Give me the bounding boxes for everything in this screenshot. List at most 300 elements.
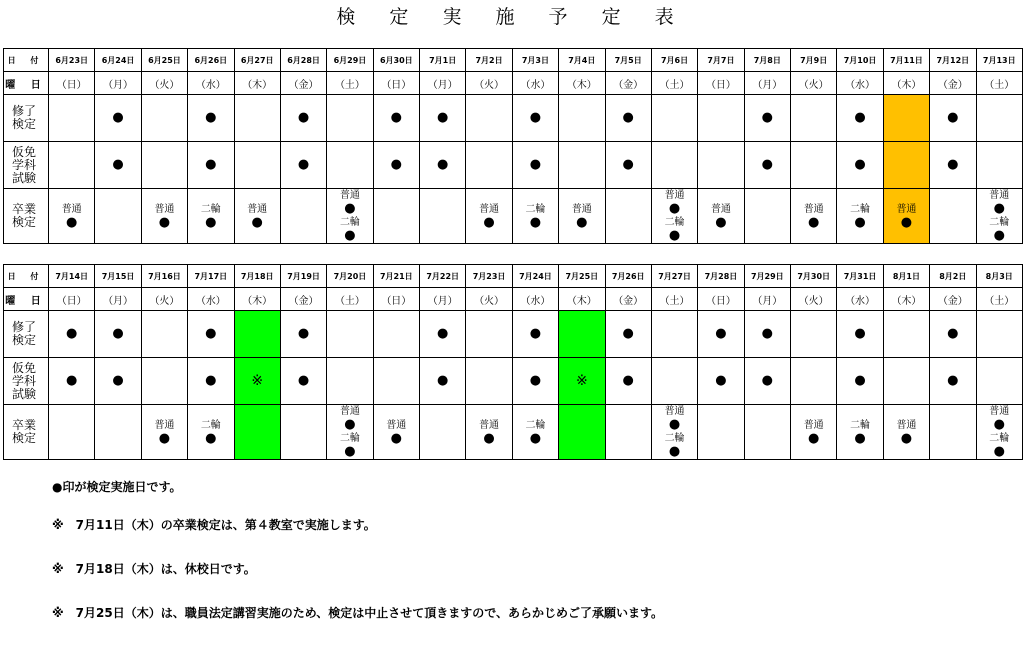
karimen-cell bbox=[976, 358, 1023, 405]
karimen-cell bbox=[744, 358, 790, 405]
day-cell: （火） bbox=[791, 72, 837, 95]
date-cell: 7月16日 bbox=[141, 265, 187, 288]
shuryo-cell bbox=[837, 95, 883, 142]
exam-dot: ● bbox=[947, 110, 959, 125]
day-cell: （水） bbox=[837, 288, 883, 311]
shuryo-cell bbox=[512, 311, 558, 358]
day-cell: （水） bbox=[512, 72, 558, 95]
shuryo-cell bbox=[373, 311, 419, 358]
shuryo-cell bbox=[976, 311, 1023, 358]
day-cell: （木） bbox=[883, 72, 929, 95]
shuryo-cell bbox=[327, 95, 373, 142]
date-cell: 8月3日 bbox=[976, 265, 1023, 288]
nirin-label: 二輪 bbox=[200, 419, 221, 431]
day-cell: （金） bbox=[605, 72, 651, 95]
shuryo-cell bbox=[466, 95, 512, 142]
day-cell: （火） bbox=[141, 288, 187, 311]
date-cell: 7月23日 bbox=[466, 265, 512, 288]
date-cell: 7月20日 bbox=[327, 265, 373, 288]
date-cell: 6月26日 bbox=[188, 49, 234, 72]
karimen-cell bbox=[559, 358, 605, 405]
shuryo-cell bbox=[698, 95, 744, 142]
exam-dot: ● bbox=[390, 430, 402, 446]
note-jul25: ※ 7月25日（木）は、職員法定講習実施のため、検定は中止させて頂きますので、あらかじめご了承願います。 bbox=[52, 606, 664, 620]
day-header-text: 曜 日 bbox=[5, 79, 47, 91]
exam-dot: ● bbox=[390, 110, 402, 125]
karimen-cell bbox=[883, 358, 929, 405]
exam-dot: ● bbox=[437, 326, 449, 341]
exam-dot: ● bbox=[715, 326, 727, 341]
nirin-label: 二輪 bbox=[200, 203, 221, 215]
futsu-label: 普通 bbox=[339, 406, 360, 417]
sotsugyo-cell bbox=[512, 189, 558, 244]
karimen-cell bbox=[141, 142, 187, 189]
sotsugyo-cell bbox=[420, 405, 466, 460]
exam-dot: ● bbox=[158, 430, 171, 446]
sotsugyo-cell bbox=[976, 189, 1023, 244]
exam-dot: ● bbox=[112, 157, 124, 172]
sotsugyo-cell bbox=[512, 405, 558, 460]
exam-dot: ● bbox=[715, 373, 727, 388]
karimen-cell bbox=[420, 358, 466, 405]
karimen-cell bbox=[651, 142, 697, 189]
sotsugyo-cell bbox=[605, 189, 651, 244]
shuryo-cell bbox=[512, 95, 558, 142]
karimen-header-text: 仮免 学科 試験 bbox=[12, 144, 37, 185]
futsu-label: 普通 bbox=[896, 419, 917, 431]
shuryo-cell bbox=[234, 95, 280, 142]
day-cell: （日） bbox=[49, 288, 95, 311]
day-cell: （金） bbox=[930, 72, 976, 95]
karimen-row bbox=[4, 358, 1023, 405]
date-cell: 8月1日 bbox=[883, 265, 929, 288]
exam-dot: ● bbox=[205, 214, 217, 230]
exam-dot: ● bbox=[344, 201, 356, 216]
shuryo-cell bbox=[327, 311, 373, 358]
exam-dot: ● bbox=[854, 214, 866, 230]
date-row bbox=[4, 49, 1023, 72]
nirin-label: 二輪 bbox=[664, 217, 685, 228]
karimen-cell bbox=[280, 142, 326, 189]
karimen-cell bbox=[930, 358, 976, 405]
sotsugyo-cell bbox=[466, 189, 512, 244]
shuryo-cell bbox=[420, 311, 466, 358]
exam-dot: ● bbox=[993, 228, 1005, 243]
exam-dot: ● bbox=[622, 157, 634, 172]
shuryo-cell bbox=[559, 311, 605, 358]
exam-dot: ● bbox=[993, 417, 1005, 432]
day-cell: （金） bbox=[930, 288, 976, 311]
date-cell: 7月15日 bbox=[95, 265, 141, 288]
karimen-cell bbox=[95, 358, 141, 405]
exam-dot: ● bbox=[761, 157, 773, 172]
exam-dot: ● bbox=[668, 444, 681, 459]
karimen-cell bbox=[605, 142, 651, 189]
exam-dot: ● bbox=[112, 326, 124, 341]
date-cell: 7月11日 bbox=[883, 49, 929, 72]
exam-dot: ● bbox=[390, 157, 402, 172]
karimen-cell bbox=[883, 142, 929, 189]
exam-dot: ● bbox=[529, 157, 542, 172]
exam-dot: ● bbox=[808, 430, 820, 446]
karimen-cell bbox=[791, 142, 837, 189]
karimen-cell bbox=[49, 358, 95, 405]
date-cell: 6月28日 bbox=[280, 49, 326, 72]
karimen-cell bbox=[373, 358, 419, 405]
futsu-label: 普通 bbox=[479, 419, 500, 431]
exam-dot: ● bbox=[622, 110, 634, 125]
exam-dot: ● bbox=[205, 373, 217, 388]
nirin-label: 二輪 bbox=[525, 203, 546, 215]
futsu-label: 普通 bbox=[710, 203, 731, 215]
karimen-cell bbox=[466, 358, 512, 405]
day-row bbox=[4, 288, 1023, 311]
date-cell: 7月19日 bbox=[280, 265, 326, 288]
karimen-cell bbox=[373, 142, 419, 189]
shuryo-cell bbox=[605, 95, 651, 142]
exam-dot: ● bbox=[668, 201, 681, 216]
exam-dot: ● bbox=[483, 430, 495, 446]
exam-dot: ● bbox=[529, 110, 542, 125]
date-cell: 7月27日 bbox=[651, 265, 697, 288]
day-cell: （土） bbox=[651, 288, 697, 311]
exam-dot: ● bbox=[668, 417, 681, 432]
karimen-cell bbox=[188, 358, 234, 405]
exam-dot: ● bbox=[344, 417, 356, 432]
date-cell: 7月3日 bbox=[512, 49, 558, 72]
day-cell: （木） bbox=[559, 72, 605, 95]
sotsugyo-cell bbox=[883, 405, 929, 460]
day-cell: （日） bbox=[373, 288, 419, 311]
date-cell: 6月27日 bbox=[234, 49, 280, 72]
day-cell: （水） bbox=[837, 72, 883, 95]
exam-dot: ● bbox=[622, 326, 634, 341]
day-cell: （月） bbox=[744, 72, 790, 95]
futsu-label: 普通 bbox=[664, 406, 685, 417]
nirin-label: 二輪 bbox=[525, 419, 546, 431]
karimen-cell bbox=[280, 358, 326, 405]
day-cell: （日） bbox=[373, 72, 419, 95]
karimen-cell bbox=[837, 142, 883, 189]
day-row bbox=[4, 72, 1023, 95]
futsu-label: 普通 bbox=[989, 406, 1010, 417]
futsu-label: 普通 bbox=[386, 419, 407, 431]
futsu-label: 普通 bbox=[803, 419, 824, 431]
date-cell: 7月31日 bbox=[837, 265, 883, 288]
date-cell: 7月9日 bbox=[791, 49, 837, 72]
day-cell: （火） bbox=[791, 288, 837, 311]
karimen-cell bbox=[791, 358, 837, 405]
day-cell: （水） bbox=[512, 288, 558, 311]
exam-dot: ● bbox=[854, 326, 866, 341]
sotsugyo-cell bbox=[234, 189, 280, 244]
shuryo-row bbox=[4, 95, 1023, 142]
note-mark: ※ bbox=[575, 373, 588, 389]
date-cell: 7月28日 bbox=[698, 265, 744, 288]
day-cell: （木） bbox=[234, 72, 280, 95]
day-cell: （火） bbox=[466, 72, 512, 95]
exam-dot: ● bbox=[761, 326, 773, 341]
sotsugyo-cell bbox=[327, 189, 373, 244]
sotsugyo-cell bbox=[837, 189, 883, 244]
sotsugyo-cell bbox=[559, 189, 605, 244]
shuryo-cell bbox=[95, 95, 141, 142]
day-cell: （木） bbox=[234, 288, 280, 311]
date-cell: 7月10日 bbox=[837, 49, 883, 72]
day-cell: （水） bbox=[188, 288, 234, 311]
exam-dot: ● bbox=[112, 110, 124, 125]
shuryo-cell bbox=[791, 95, 837, 142]
date-cell: 7月2日 bbox=[466, 49, 512, 72]
shuryo-row bbox=[4, 311, 1023, 358]
day-cell: （日） bbox=[698, 72, 744, 95]
date-cell: 7月29日 bbox=[744, 265, 790, 288]
day-cell: （木） bbox=[559, 288, 605, 311]
exam-dot: ● bbox=[715, 214, 727, 230]
shuryo-cell bbox=[188, 311, 234, 358]
shuryo-cell bbox=[234, 311, 280, 358]
date-header bbox=[4, 49, 49, 72]
date-header bbox=[4, 265, 49, 288]
date-cell: 6月25日 bbox=[141, 49, 187, 72]
nirin-label: 二輪 bbox=[339, 217, 360, 228]
day-header bbox=[4, 72, 49, 95]
sotsugyo-cell bbox=[280, 405, 326, 460]
shuryo-cell bbox=[883, 311, 929, 358]
exam-dot: ● bbox=[993, 201, 1005, 216]
exam-dot: ● bbox=[297, 110, 310, 125]
shuryo-header-text: 修了 検定 bbox=[12, 320, 37, 347]
day-cell: （金） bbox=[280, 72, 326, 95]
nirin-label: 二輪 bbox=[989, 217, 1010, 228]
date-cell: 7月14日 bbox=[49, 265, 95, 288]
karimen-cell bbox=[698, 358, 744, 405]
sotsugyo-cell bbox=[698, 405, 744, 460]
date-row bbox=[4, 265, 1023, 288]
day-cell: （土） bbox=[976, 72, 1023, 95]
schedule-table-week1 bbox=[3, 48, 1023, 244]
exam-dot: ● bbox=[854, 373, 866, 388]
date-cell: 7月5日 bbox=[605, 49, 651, 72]
sotsugyo-cell bbox=[930, 405, 976, 460]
shuryo-header-text: 修了 検定 bbox=[12, 104, 37, 131]
day-header bbox=[4, 288, 49, 311]
exam-dot: ● bbox=[854, 110, 866, 125]
sotsugyo-cell bbox=[605, 405, 651, 460]
shuryo-cell bbox=[930, 95, 976, 142]
date-cell: 7月18日 bbox=[234, 265, 280, 288]
futsu-label: 普通 bbox=[61, 203, 82, 215]
exam-dot: ● bbox=[483, 214, 495, 230]
exam-dot: ● bbox=[854, 430, 866, 446]
sotsugyo-cell bbox=[883, 189, 929, 244]
note-jul11: ※ 7月11日（木）の卒業検定は、第４教室で実施します。 bbox=[52, 518, 376, 532]
sotsugyo-cell bbox=[234, 405, 280, 460]
sotsugyo-cell bbox=[744, 189, 790, 244]
date-cell: 7月8日 bbox=[744, 49, 790, 72]
karimen-cell bbox=[95, 142, 141, 189]
sotsugyo-cell bbox=[373, 405, 419, 460]
futsu-label: 普通 bbox=[989, 190, 1010, 201]
shuryo-header bbox=[4, 95, 49, 142]
exam-dot: ● bbox=[761, 110, 773, 125]
shuryo-cell bbox=[373, 95, 419, 142]
exam-dot: ● bbox=[529, 326, 542, 341]
sotsugyo-cell bbox=[651, 405, 697, 460]
sotsugyo-cell bbox=[559, 405, 605, 460]
sotsugyo-cell bbox=[95, 189, 141, 244]
sotsugyo-cell bbox=[327, 405, 373, 460]
exam-dot: ● bbox=[529, 214, 542, 230]
exam-dot: ● bbox=[205, 157, 217, 172]
sotsugyo-cell bbox=[373, 189, 419, 244]
karimen-cell bbox=[420, 142, 466, 189]
day-cell: （月） bbox=[95, 288, 141, 311]
exam-dot: ● bbox=[437, 110, 449, 125]
karimen-cell bbox=[837, 358, 883, 405]
exam-dot: ● bbox=[947, 373, 959, 388]
karimen-cell bbox=[327, 358, 373, 405]
karimen-cell bbox=[466, 142, 512, 189]
date-cell: 7月30日 bbox=[791, 265, 837, 288]
exam-dot: ● bbox=[622, 373, 634, 388]
day-cell: （日） bbox=[698, 288, 744, 311]
note-legend: ●印が検定実施日です。 bbox=[52, 480, 182, 494]
karimen-cell bbox=[234, 142, 280, 189]
karimen-cell bbox=[141, 358, 187, 405]
sotsugyo-cell bbox=[466, 405, 512, 460]
futsu-label: 普通 bbox=[154, 419, 175, 431]
day-cell: （火） bbox=[466, 288, 512, 311]
day-cell: （月） bbox=[420, 72, 466, 95]
day-cell: （月） bbox=[744, 288, 790, 311]
futsu-label: 普通 bbox=[479, 203, 500, 215]
exam-dot: ● bbox=[947, 157, 959, 172]
sotsugyo-cell bbox=[95, 405, 141, 460]
exam-dot: ● bbox=[993, 444, 1005, 459]
karimen-cell bbox=[49, 142, 95, 189]
exam-dot: ● bbox=[205, 326, 217, 341]
date-cell: 7月26日 bbox=[605, 265, 651, 288]
sotsugyo-cell bbox=[791, 405, 837, 460]
shuryo-cell bbox=[95, 311, 141, 358]
sotsugyo-cell bbox=[141, 189, 187, 244]
date-cell: 7月7日 bbox=[698, 49, 744, 72]
futsu-label: 普通 bbox=[154, 203, 175, 215]
date-cell: 7月24日 bbox=[512, 265, 558, 288]
futsu-label: 普通 bbox=[247, 203, 268, 215]
day-header-text: 曜 日 bbox=[5, 295, 47, 307]
date-cell: 8月2日 bbox=[930, 265, 976, 288]
karimen-row bbox=[4, 142, 1023, 189]
shuryo-cell bbox=[49, 95, 95, 142]
sotsugyo-cell bbox=[698, 189, 744, 244]
nirin-label: 二輪 bbox=[339, 433, 360, 444]
sotsugyo-cell bbox=[930, 189, 976, 244]
sotsugyo-cell bbox=[837, 405, 883, 460]
karimen-cell bbox=[512, 142, 558, 189]
shuryo-cell bbox=[49, 311, 95, 358]
futsu-label: 普通 bbox=[803, 203, 824, 215]
sotsugyo-header bbox=[4, 405, 49, 460]
karimen-header bbox=[4, 358, 49, 405]
day-cell: （土） bbox=[327, 72, 373, 95]
exam-dot: ● bbox=[66, 214, 78, 230]
sotsugyo-cell bbox=[49, 189, 95, 244]
shuryo-cell bbox=[651, 311, 697, 358]
sotsugyo-cell bbox=[976, 405, 1023, 460]
day-cell: （日） bbox=[49, 72, 95, 95]
sotsugyo-row bbox=[4, 189, 1023, 244]
date-cell: 7月17日 bbox=[188, 265, 234, 288]
day-cell: （金） bbox=[280, 288, 326, 311]
date-header-text: 日 付 bbox=[7, 271, 45, 281]
exam-dot: ● bbox=[668, 228, 681, 243]
day-cell: （火） bbox=[141, 72, 187, 95]
karimen-cell bbox=[744, 142, 790, 189]
exam-dot: ● bbox=[529, 430, 542, 446]
exam-dot: ● bbox=[900, 214, 913, 230]
date-cell: 6月24日 bbox=[95, 49, 141, 72]
sotsugyo-row bbox=[4, 405, 1023, 460]
karimen-cell bbox=[976, 142, 1023, 189]
shuryo-cell bbox=[744, 95, 790, 142]
shuryo-cell bbox=[651, 95, 697, 142]
futsu-label: 普通 bbox=[664, 190, 685, 201]
date-cell: 7月22日 bbox=[420, 265, 466, 288]
shuryo-cell bbox=[141, 311, 187, 358]
karimen-cell bbox=[327, 142, 373, 189]
shuryo-cell bbox=[420, 95, 466, 142]
shuryo-cell bbox=[837, 311, 883, 358]
day-cell: （水） bbox=[188, 72, 234, 95]
exam-dot: ● bbox=[900, 430, 913, 446]
nirin-label: 二輪 bbox=[850, 419, 871, 431]
sotsugyo-header bbox=[4, 189, 49, 244]
nirin-label: 二輪 bbox=[850, 203, 871, 215]
date-header-text: 日 付 bbox=[7, 55, 45, 65]
shuryo-cell bbox=[141, 95, 187, 142]
shuryo-cell bbox=[791, 311, 837, 358]
exam-dot: ● bbox=[205, 430, 217, 446]
sotsugyo-cell bbox=[280, 189, 326, 244]
date-cell: 7月12日 bbox=[930, 49, 976, 72]
date-cell: 7月1日 bbox=[420, 49, 466, 72]
sotsugyo-cell bbox=[49, 405, 95, 460]
exam-dot: ● bbox=[344, 228, 356, 243]
shuryo-cell bbox=[930, 311, 976, 358]
date-cell: 7月6日 bbox=[651, 49, 697, 72]
day-cell: （月） bbox=[95, 72, 141, 95]
shuryo-cell bbox=[976, 95, 1023, 142]
sotsugyo-cell bbox=[188, 189, 234, 244]
exam-dot: ● bbox=[854, 157, 866, 172]
date-cell: 6月29日 bbox=[327, 49, 373, 72]
shuryo-cell bbox=[280, 311, 326, 358]
futsu-label: 普通 bbox=[339, 190, 360, 201]
exam-dot: ● bbox=[437, 373, 449, 388]
sotsugyo-cell bbox=[744, 405, 790, 460]
karimen-cell bbox=[188, 142, 234, 189]
sotsugyo-header-text: 卒業 検定 bbox=[12, 202, 37, 229]
karimen-cell bbox=[930, 142, 976, 189]
exam-dot: ● bbox=[251, 214, 263, 230]
exam-dot: ● bbox=[66, 326, 78, 341]
day-cell: （土） bbox=[651, 72, 697, 95]
shuryo-header bbox=[4, 311, 49, 358]
futsu-label: 普通 bbox=[896, 203, 917, 215]
schedule-table-week2 bbox=[3, 264, 1023, 460]
